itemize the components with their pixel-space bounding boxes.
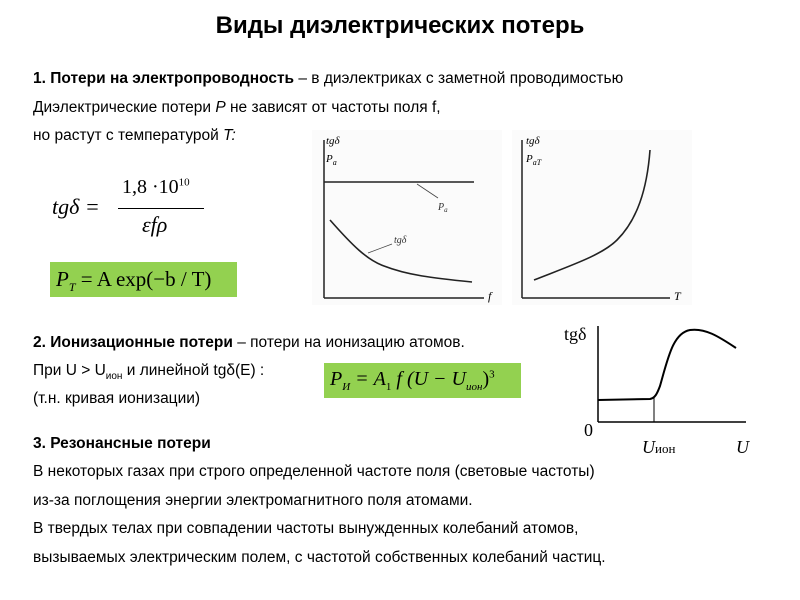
graph1-label-tg: tgδ bbox=[394, 235, 407, 246]
formula-numerator-text: 1,8 ·10 bbox=[122, 176, 179, 198]
section2-line2-sub: ион bbox=[105, 371, 123, 383]
page-title: Виды диэлектрических потерь bbox=[215, 12, 585, 39]
section2-line2-text-a: При U > U bbox=[33, 362, 106, 379]
formula-tgdelta-denominator: εfρ bbox=[142, 212, 168, 237]
formula-pi-rest-sub: ион bbox=[466, 381, 483, 393]
formula-pt-box bbox=[50, 262, 237, 297]
section3-line3: В твердых телах при совпадении частоты вынужденных колебаний атомов, bbox=[33, 520, 579, 537]
graph-t-dependence bbox=[512, 130, 692, 305]
graph2-ylabel-p-main: P bbox=[526, 153, 533, 165]
formula-pi-close: ) bbox=[482, 368, 490, 390]
formula-pt-rhs: = A exp(−b / T) bbox=[75, 267, 212, 291]
formula-tgdelta-numerator bbox=[122, 176, 190, 199]
graph2-xlabel: T bbox=[674, 289, 681, 303]
formula-pt-sub: T bbox=[68, 280, 76, 295]
graph-ionization-curve bbox=[560, 318, 760, 463]
graph3-curve bbox=[598, 330, 736, 400]
section1-line1 bbox=[33, 70, 623, 88]
formula-pi-lhs: P bbox=[330, 368, 343, 390]
section1-line3-text: но растут с температурой bbox=[33, 127, 224, 144]
formula-pi-lhs-sub: И bbox=[342, 381, 351, 393]
graph3-uion-main: U bbox=[642, 437, 655, 457]
section1-line2 bbox=[33, 99, 441, 117]
graph1-ylabel-p-main: P bbox=[326, 153, 333, 165]
formula-pt bbox=[56, 267, 211, 295]
formula-tgdelta-lhs: tgδ = bbox=[52, 194, 100, 219]
section1-line2-p: P bbox=[215, 99, 226, 116]
formula-pi bbox=[330, 368, 495, 393]
section3-heading: 3. Резонансные потери bbox=[33, 435, 211, 452]
graph1-label-pa-sub: a bbox=[444, 206, 448, 214]
graph2-ylabel-p-sub: aT bbox=[532, 158, 542, 167]
graph3-uion-sub: ион bbox=[655, 441, 676, 456]
formula-numerator-exp: 10 bbox=[178, 176, 190, 189]
formula-fraction-bar bbox=[118, 208, 204, 209]
formula-pi-box bbox=[324, 363, 521, 398]
section2-line3: (т.н. кривая ионизации) bbox=[33, 390, 201, 407]
graph3-ylabel: tgδ bbox=[564, 324, 587, 344]
formula-pi-mid-sub: 1 bbox=[385, 381, 392, 393]
section3-line1: В некоторых газах при строго определенной частоте поля (световые частоты) bbox=[33, 463, 595, 480]
formula-pi-rest: f (U − U bbox=[391, 368, 466, 390]
section2-line2 bbox=[33, 362, 264, 382]
graph2-ylabel-tg: tgδ bbox=[526, 135, 540, 147]
graph1-ylabel-tg: tgδ bbox=[326, 135, 340, 147]
section3-line2: из-за поглощения энергии электромагнитного поля атомами. bbox=[33, 492, 473, 509]
graph3-uion-label bbox=[642, 437, 675, 457]
graph1-background bbox=[312, 130, 502, 305]
formula-pt-lhs: P bbox=[56, 267, 69, 291]
graph1-xlabel: f bbox=[488, 289, 492, 303]
formula-pi-exp: 3 bbox=[489, 368, 495, 381]
section2-heading: 2. Ионизационные потери bbox=[33, 334, 233, 351]
section2-heading-rest: – потери на ионизацию атомов. bbox=[232, 334, 465, 351]
section1-line2-text-a: Диэлектрические потери bbox=[33, 99, 216, 116]
graph1-ylabel-p-sub: a bbox=[332, 158, 337, 167]
section2-line2-text-b: и линейной tgδ(E) : bbox=[122, 362, 265, 379]
formula-tgdelta bbox=[52, 172, 212, 242]
section1-heading-rest: – в диэлектриках с заметной проводимостью bbox=[294, 70, 624, 87]
graph1-label-pa-main: P bbox=[438, 202, 445, 213]
formula-pi-mid: = A bbox=[350, 368, 386, 390]
section1-heading: 1. Потери на электропроводность bbox=[33, 70, 295, 87]
graph3-origin: 0 bbox=[584, 420, 593, 440]
graph-f-dependence bbox=[312, 130, 502, 305]
section2-line1 bbox=[33, 334, 465, 352]
section1-line3 bbox=[33, 127, 236, 145]
section1-line2-text-b: не зависят от частоты поля f, bbox=[225, 99, 441, 116]
graph3-xlabel: U bbox=[736, 437, 749, 457]
section3-line4: вызываемых электрическим полем, с частотой собственных колебаний частиц. bbox=[33, 549, 606, 566]
section1-line3-t: T: bbox=[223, 127, 236, 144]
